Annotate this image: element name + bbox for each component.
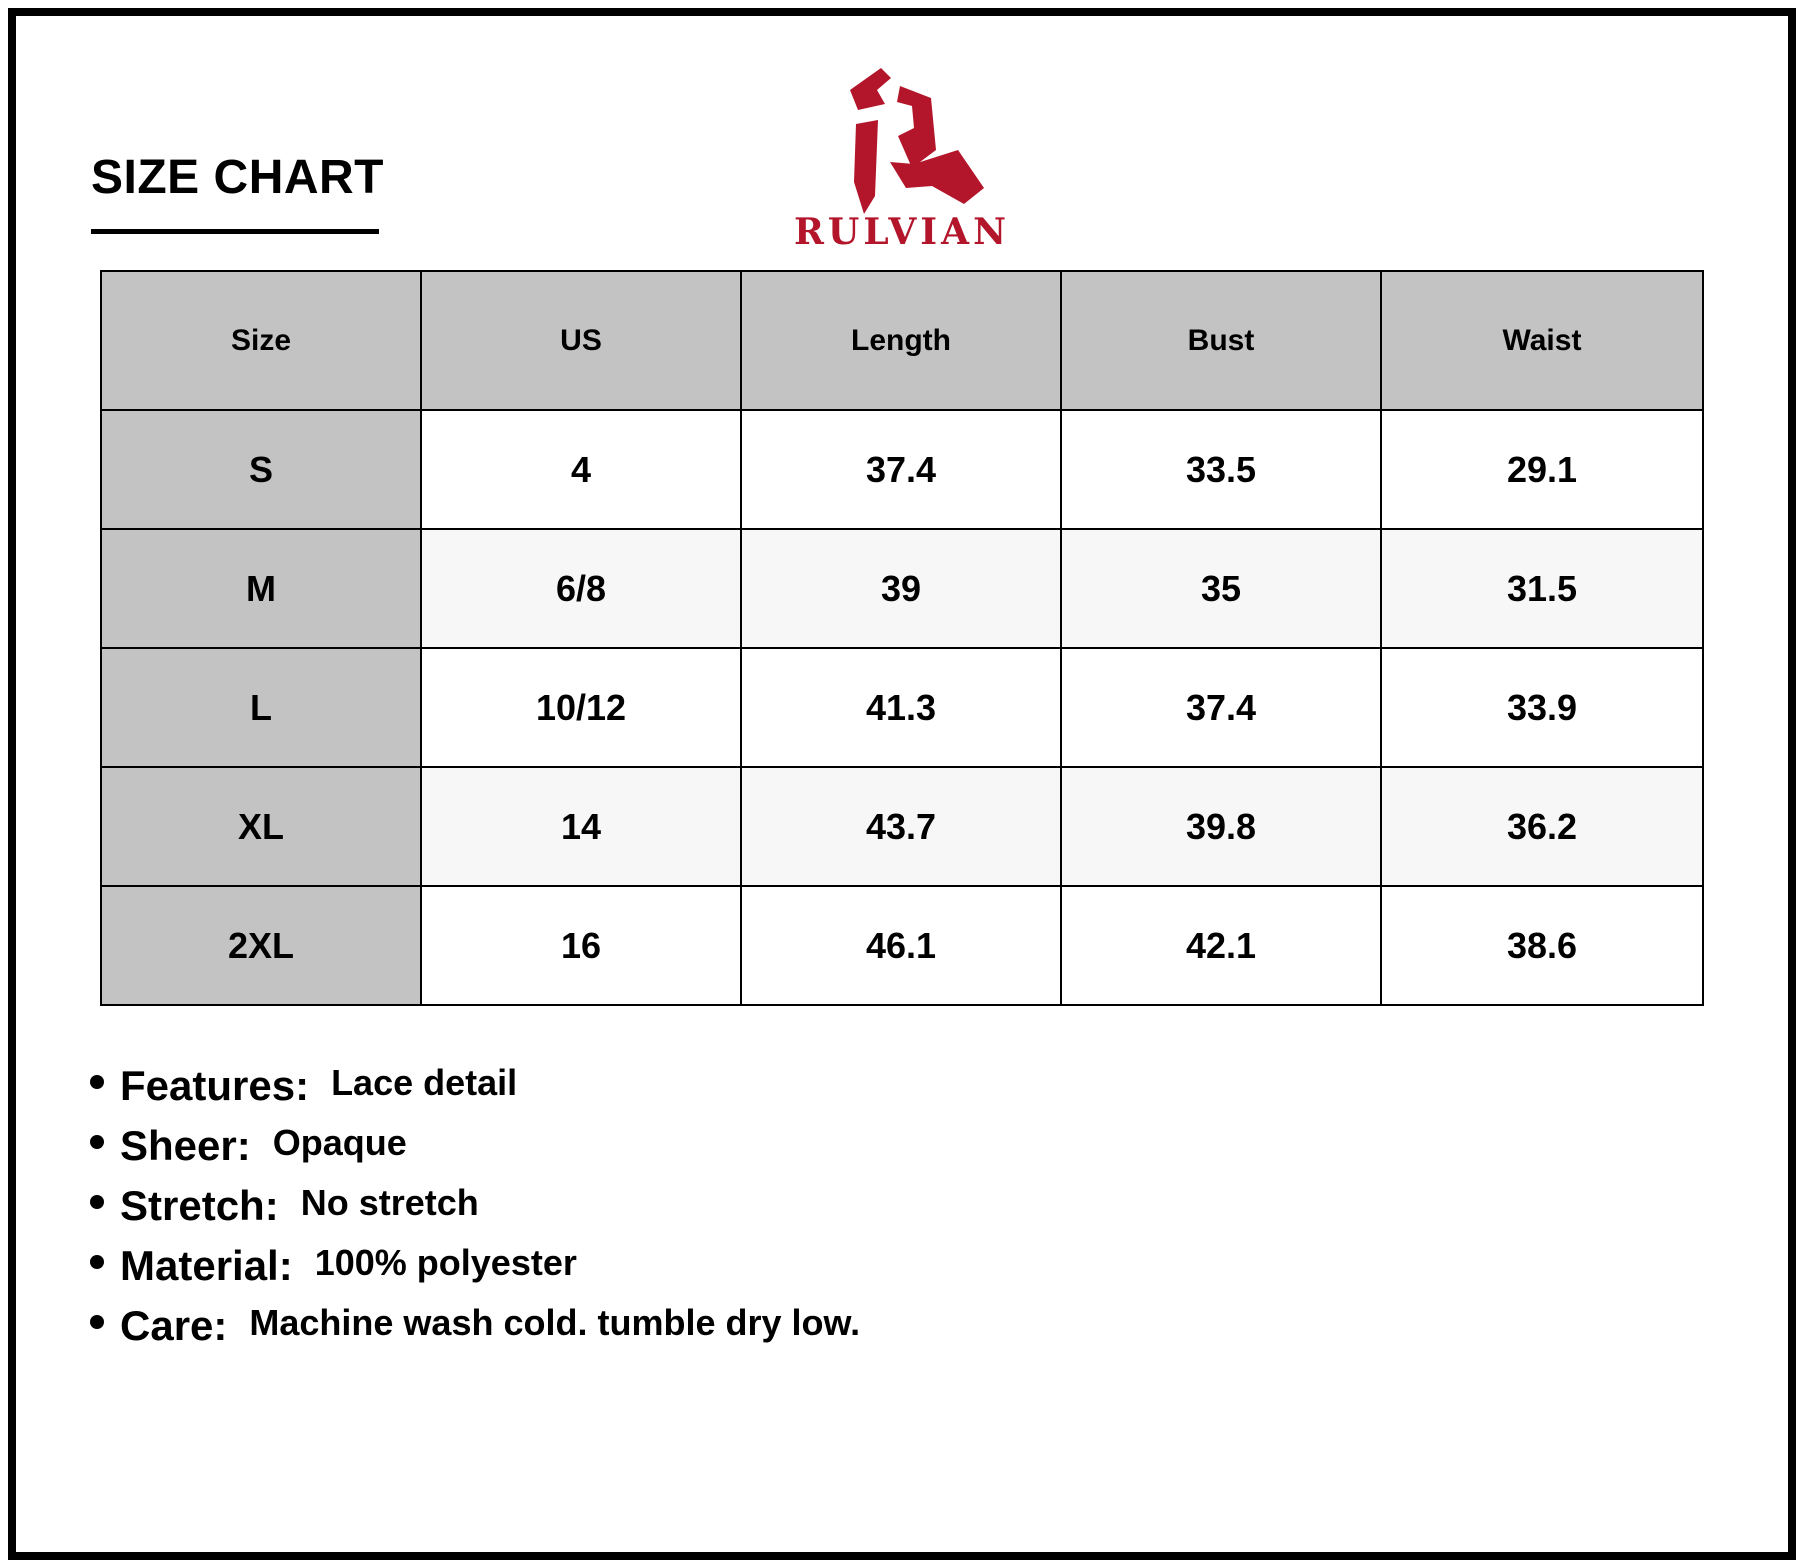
bullet-icon — [90, 1135, 104, 1149]
us-cell: 14 — [421, 767, 741, 886]
bullet-icon — [90, 1195, 104, 1209]
feature-label: Stretch: — [120, 1182, 279, 1229]
header-length: Length — [741, 271, 1061, 410]
us-cell: 16 — [421, 886, 741, 1005]
feature-label: Material: — [120, 1242, 293, 1289]
list-item — [90, 1056, 860, 1116]
size-cell: XL — [101, 767, 421, 886]
bust-cell: 39.8 — [1061, 767, 1381, 886]
size-table — [100, 270, 1704, 1006]
us-cell: 10/12 — [421, 648, 741, 767]
brand-logo-icon — [780, 64, 1024, 250]
table-row — [101, 410, 1703, 529]
feature-value: 100% polyester — [314, 1242, 577, 1283]
bust-cell: 35 — [1061, 529, 1381, 648]
us-cell: 6/8 — [421, 529, 741, 648]
length-cell: 46.1 — [741, 886, 1061, 1005]
waist-cell: 36.2 — [1381, 767, 1703, 886]
waist-cell: 33.9 — [1381, 648, 1703, 767]
logo-mark-r — [850, 68, 984, 214]
table-header-row — [101, 271, 1703, 410]
waist-cell: 38.6 — [1381, 886, 1703, 1005]
bust-cell: 37.4 — [1061, 648, 1381, 767]
feature-value: Machine wash cold. tumble dry low. — [249, 1302, 861, 1343]
bullet-icon — [90, 1315, 104, 1329]
size-cell: M — [101, 529, 421, 648]
bust-cell: 33.5 — [1061, 410, 1381, 529]
length-cell: 37.4 — [741, 410, 1061, 529]
brand-logo — [780, 64, 1024, 250]
us-cell: 4 — [421, 410, 741, 529]
table-row — [101, 648, 1703, 767]
list-item — [90, 1176, 860, 1236]
table-row — [101, 529, 1703, 648]
length-cell: 43.7 — [741, 767, 1061, 886]
header-size: Size — [101, 271, 421, 410]
feature-value: No stretch — [300, 1182, 479, 1223]
size-cell: S — [101, 410, 421, 529]
header-us: US — [421, 271, 741, 410]
page-title: SIZE CHART — [91, 151, 384, 204]
feature-label: Care: — [120, 1302, 228, 1349]
title-underline — [91, 229, 379, 234]
brand-name: RULVIAN — [794, 211, 1010, 250]
bullet-icon — [90, 1255, 104, 1269]
bust-cell: 42.1 — [1061, 886, 1381, 1005]
header-bust: Bust — [1061, 271, 1381, 410]
table-row — [101, 767, 1703, 886]
size-cell: L — [101, 648, 421, 767]
table-row — [101, 886, 1703, 1005]
feature-label: Features: — [120, 1062, 310, 1109]
length-cell: 39 — [741, 529, 1061, 648]
feature-value: Opaque — [272, 1122, 407, 1163]
bullet-icon — [90, 1075, 104, 1089]
waist-cell: 31.5 — [1381, 529, 1703, 648]
header-waist: Waist — [1381, 271, 1703, 410]
waist-cell: 29.1 — [1381, 410, 1703, 529]
list-item — [90, 1236, 860, 1296]
feature-value: Lace detail — [331, 1062, 518, 1103]
feature-label: Sheer: — [120, 1122, 251, 1169]
product-features-list — [90, 1056, 860, 1356]
list-item — [90, 1296, 860, 1356]
list-item — [90, 1116, 860, 1176]
size-cell: 2XL — [101, 886, 421, 1005]
length-cell: 41.3 — [741, 648, 1061, 767]
